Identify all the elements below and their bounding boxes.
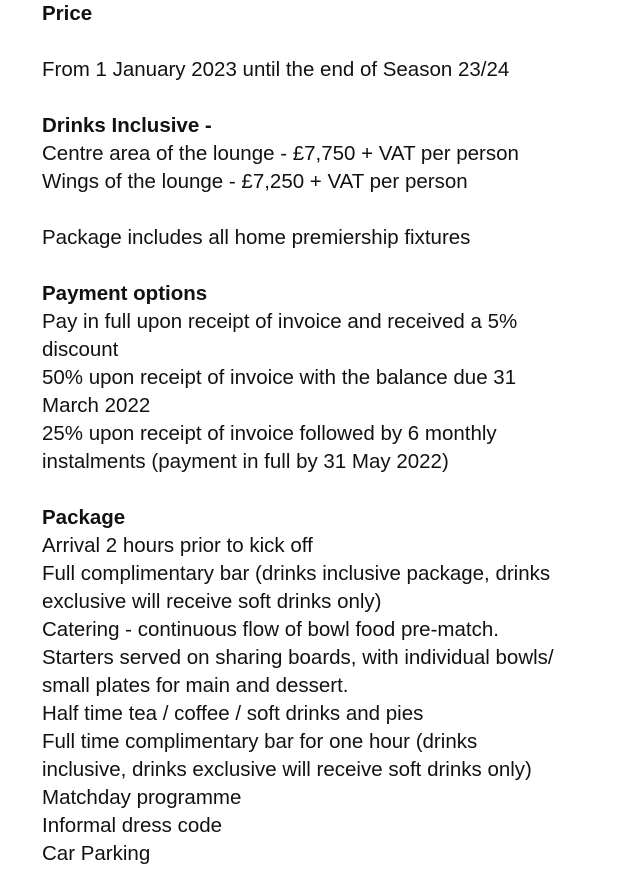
package-line: Catering - continuous flow of bowl food pre-match.	[42, 618, 499, 641]
package-line: Starters served on sharing boards, with individual bowls/	[42, 646, 554, 669]
drinks-inclusive-heading: Drinks Inclusive -	[42, 114, 212, 137]
spacer	[42, 196, 632, 224]
payment-option-line: 25% upon receipt of invoice followed by 6 monthly	[42, 422, 497, 445]
spacer	[42, 28, 632, 56]
payment-option-line: 50% upon receipt of invoice with the balance due 31	[42, 366, 517, 389]
package-line: Arrival 2 hours prior to kick off	[42, 534, 313, 557]
payment-option-line: March 2022	[42, 394, 151, 417]
spacer	[42, 84, 632, 112]
spacer	[42, 252, 632, 280]
price-heading: Price	[42, 2, 93, 25]
package-line: small plates for main and dessert.	[42, 674, 349, 697]
package-line: exclusive will receive soft drinks only)	[42, 590, 382, 613]
package-line: Car Parking	[42, 842, 151, 865]
package-line: Informal dress code	[42, 814, 223, 837]
price-period: From 1 January 2023 until the end of Season 23/24	[42, 58, 510, 81]
payment-option-line: Pay in full upon receipt of invoice and received a 5%	[42, 310, 518, 333]
package-line: Full complimentary bar (drinks inclusive package, drinks	[42, 562, 551, 585]
package-line: inclusive, drinks exclusive will receive soft drinks only)	[42, 758, 532, 781]
payment-options-heading: Payment options	[42, 282, 208, 305]
package-heading: Package	[42, 506, 126, 529]
package-note: Package includes all home premiership fixtures	[42, 226, 471, 249]
drinks-inclusive-line: Centre area of the lounge - £7,750 + VAT per person	[42, 142, 519, 165]
payment-option-line: discount	[42, 338, 119, 361]
drinks-inclusive-line: Wings of the lounge - £7,250 + VAT per person	[42, 170, 468, 193]
package-line: Full time complimentary bar for one hour (drinks	[42, 730, 478, 753]
package-line: Matchday programme	[42, 786, 242, 809]
spacer	[42, 476, 632, 504]
payment-option-line: instalments (payment in full by 31 May 2022)	[42, 450, 449, 473]
package-line: Half time tea / coffee / soft drinks and pies	[42, 702, 424, 725]
